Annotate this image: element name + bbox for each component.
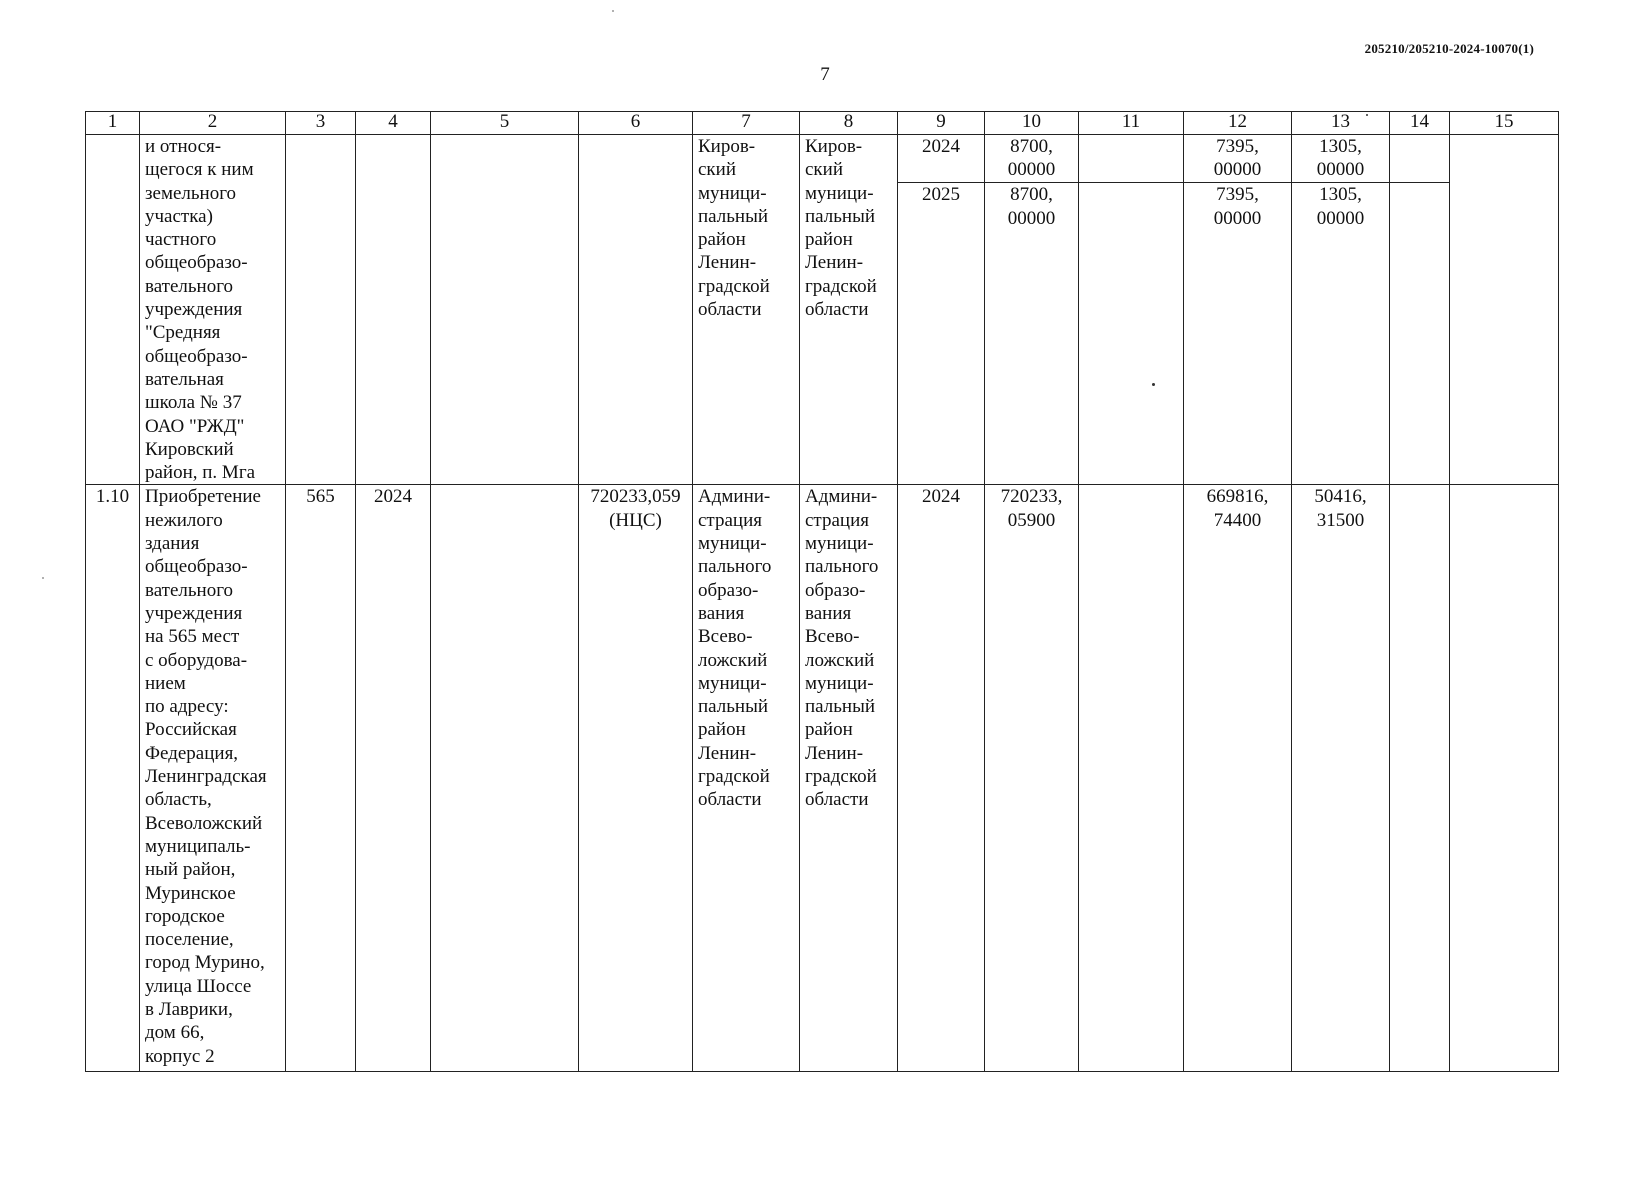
- regional-amount-cell: 7395, 00000: [1184, 135, 1292, 183]
- cell-col5: [431, 135, 579, 485]
- header-cell: 8: [800, 112, 898, 135]
- data-table: [85, 111, 1559, 1072]
- header-cell: 5: [431, 112, 579, 135]
- year-start-cell: 2024: [356, 485, 431, 1072]
- cell-col5: [431, 485, 579, 1072]
- municipality-cell: Админи- страция муници- пального образо- вания Всево- ложский муници- пальный район Ленин- градской области: [693, 485, 800, 1072]
- header-cell: 11: [1079, 112, 1184, 135]
- header-cell: 12: [1184, 112, 1292, 135]
- row-number-cell: 1.10: [86, 485, 140, 1072]
- header-cell: 3: [286, 112, 356, 135]
- description-cell: Приобретение нежилого здания общеобразо- вательного учреждения на 565 мест с оборудова- нием по адресу: Российская Федерация, Ленинградская область, Всеволожский муниципаль- ный район, Муринское городское поселение, город Мурино, улица Шоссе в Лаврики, дом 66, корпус 2: [140, 485, 286, 1072]
- cell-col14: [1390, 485, 1450, 1072]
- row-number-cell: [86, 135, 140, 485]
- cell-col11: [1079, 183, 1184, 485]
- scan-speck: [1152, 383, 1155, 386]
- cell-col14: [1390, 183, 1450, 485]
- cell-col14: [1390, 135, 1450, 183]
- header-cell: 15: [1450, 112, 1559, 135]
- scan-speck: [42, 577, 44, 579]
- page-number: 7: [820, 64, 830, 85]
- header-cell: 1: [86, 112, 140, 135]
- local-amount-cell: 50416, 31500: [1292, 485, 1390, 1072]
- header-cell: 7: [693, 112, 800, 135]
- total-amount-cell: 720233, 05900: [985, 485, 1079, 1072]
- table-row-continuation-2024: [86, 135, 1559, 183]
- year-cell: 2025: [898, 183, 985, 485]
- scan-speck: [612, 10, 614, 12]
- header-cell: 10: [985, 112, 1079, 135]
- customer-cell: Админи- страция муници- пального образо- вания Всево- ложский муници- пальный район Ленин- градской области: [800, 485, 898, 1072]
- header-cell: 2: [140, 112, 286, 135]
- header-cell: 9: [898, 112, 985, 135]
- regional-amount-cell: 7395, 00000: [1184, 183, 1292, 485]
- cell-col3: [286, 135, 356, 485]
- cell-col6: [579, 135, 693, 485]
- header-cell: 4: [356, 112, 431, 135]
- cell-col4: [356, 135, 431, 485]
- cell-col15: [1450, 485, 1559, 1072]
- header-cell: 14: [1390, 112, 1450, 135]
- cell-col11: [1079, 485, 1184, 1072]
- local-amount-cell: 1305, 00000: [1292, 183, 1390, 485]
- customer-cell: Киров- ский муници- пальный район Ленин- градской области: [800, 135, 898, 485]
- header-row: [86, 112, 1559, 135]
- description-cell: и относя- щегося к ним земельного участка) частного общеобразо- вательного учреждения "Средняя общеобразо- вательная школа № 37 ОАО "РЖД" Кировский район, п. Мга: [140, 135, 286, 485]
- cell-col15: [1450, 135, 1559, 485]
- year-cell: 2024: [898, 135, 985, 183]
- regional-amount-cell: 669816, 74400: [1184, 485, 1292, 1072]
- year-cell: 2024: [898, 485, 985, 1072]
- estimated-cost-cell: 720233,059 (НЦС): [579, 485, 693, 1072]
- local-amount-cell: 1305, 00000: [1292, 135, 1390, 183]
- cell-col11: [1079, 135, 1184, 183]
- capacity-cell: 565: [286, 485, 356, 1072]
- municipality-cell: Киров- ский муници- пальный район Ленин- градской области: [693, 135, 800, 485]
- total-amount-cell: 8700, 00000: [985, 135, 1079, 183]
- header-cell: 13: [1292, 112, 1390, 135]
- total-amount-cell: 8700, 00000: [985, 183, 1079, 485]
- header-cell: 6: [579, 112, 693, 135]
- table-row-1-10: [86, 485, 1559, 1072]
- document-id: 205210/205210-2024-10070(1): [1364, 41, 1534, 56]
- scan-speck: [1366, 114, 1368, 116]
